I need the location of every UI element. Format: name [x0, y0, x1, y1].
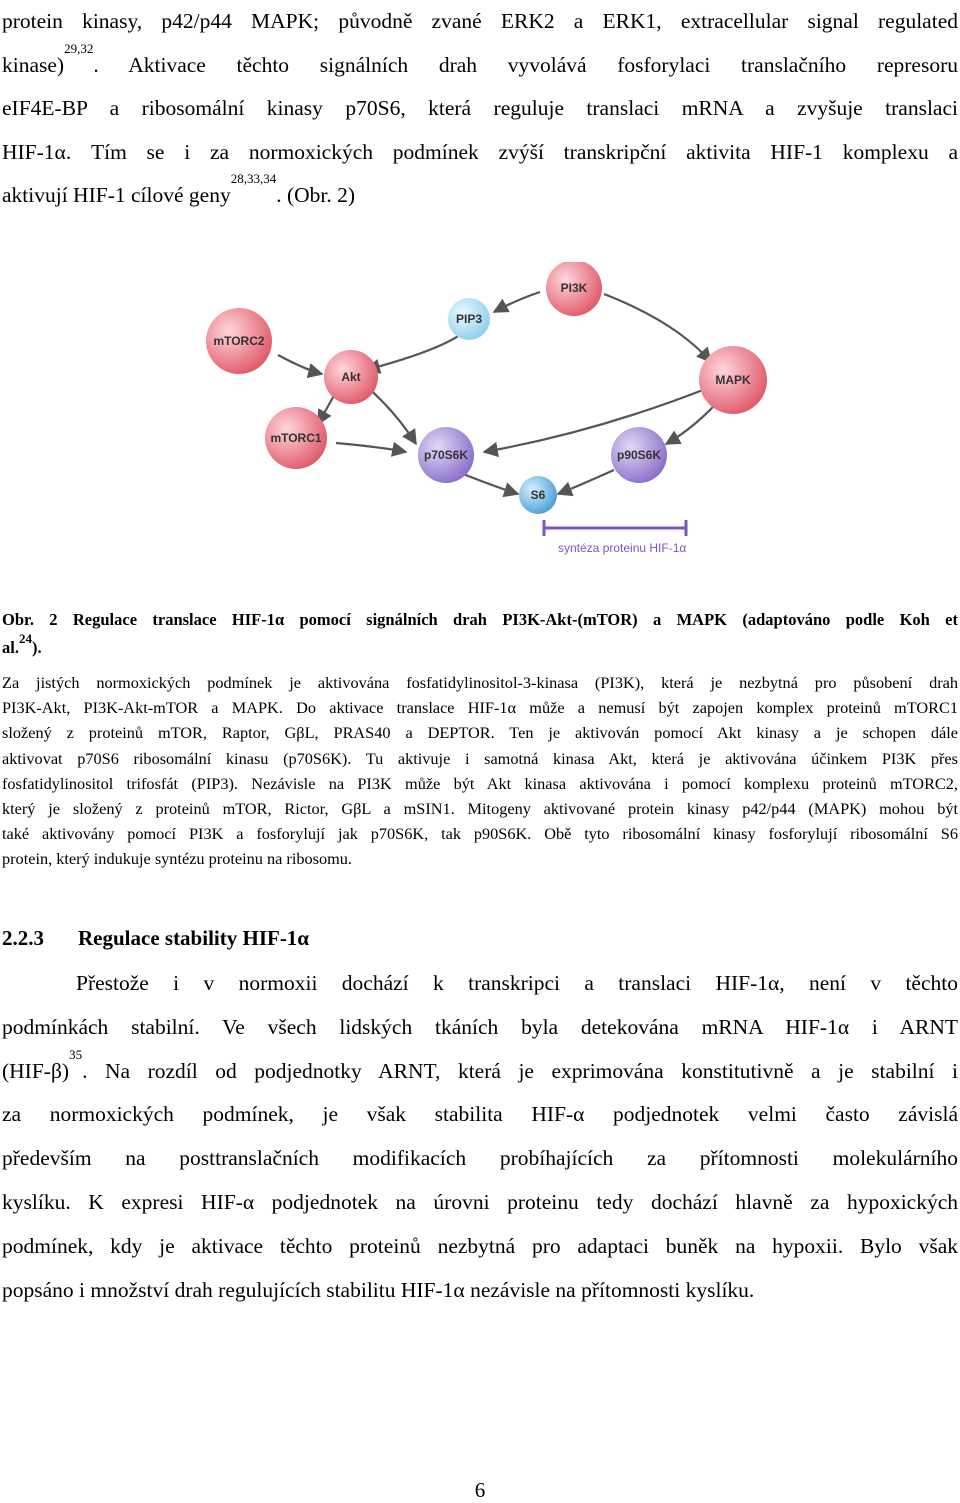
text-span: al.: [2, 638, 19, 657]
svg-text:mTORC1: mTORC1: [270, 431, 322, 445]
text-line: složený z proteinů mTOR, Raptor, GβL, PRAS40 a DEPTOR. Ten je aktivován pomocí Akt kinasy a je schopen dále: [2, 723, 958, 743]
text-line: kyslíku. K expresi HIF-α podjednotek na úrovni proteinu tedy dochází hlavně za hypoxických: [2, 1189, 958, 1214]
citation-superscript: 24: [18, 631, 32, 646]
caption-line: [2, 631, 42, 657]
arrow-p70s6k-s6: [458, 472, 518, 494]
node-pi3k: [546, 262, 602, 316]
body-paragraph: [2, 962, 958, 1312]
arrow-p90s6k-s6: [558, 470, 614, 494]
text-line: fosfatidylinositol trifosfát (PIP3). Nezávisle na PI3K může být Akt kinasa aktivována i pomocí komplexu proteinů mTORC2,: [2, 773, 958, 793]
text-line: aktivovat p70S6 ribosomální kinasu (p70S6K). Tu aktivuje i samotná kinasa Akt, která je aktivována účinkem PI3K přes: [2, 748, 958, 768]
node-mtorc2: [206, 308, 272, 374]
synthesis-bracket: [544, 520, 686, 536]
text-line: popsáno i množství drah regulujících stabilitu HIF-1α nezávisle na přítomnosti kyslíku.: [2, 1277, 755, 1302]
text-line: Přestože i v normoxii dochází k transkripci a translaci HIF-1α, není v těchto: [76, 971, 958, 995]
arrow-akt-p70s6k: [366, 386, 416, 444]
svg-text:S6: S6: [530, 488, 546, 502]
text-span: kinase): [2, 52, 65, 77]
node-akt: [324, 350, 378, 404]
text-line: PI3K-Akt, PI3K-Akt-mTOR a MAPK. Do aktivace translace HIF-1α může a nemusí být zapojen komplex proteinů mTORC1: [2, 698, 958, 718]
arrow-mapk-p70s6k: [484, 388, 708, 452]
svg-text:Akt: Akt: [341, 370, 361, 384]
node-p70s6k: [418, 427, 474, 483]
page-number: 6: [474, 1478, 486, 1502]
text-span: ).: [31, 638, 42, 657]
intro-paragraph: [2, 0, 958, 218]
node-mtorc1: [265, 407, 327, 469]
text-line: také aktivovány pomocí PI3K a fosforylují jak p70S6K, tak p90S6K. Obě tyto ribosomální kinasy fosforylují ribosomální S6: [2, 824, 958, 844]
svg-text:p90S6K: p90S6K: [616, 448, 662, 462]
arrow-pip3-akt: [366, 332, 464, 370]
svg-text:MAPK: MAPK: [715, 373, 751, 387]
arrow-pi3k-mapk: [604, 294, 711, 362]
figure-description-paragraph: [2, 670, 958, 872]
signaling-pathway-diagram: [196, 262, 776, 562]
text-line: především na posttranslačních modifikacích probíhajících za přítomnosti molekulárního: [2, 1146, 958, 1171]
node-s6: [519, 476, 557, 514]
arrow-mtorc1-p70s6k: [336, 443, 406, 452]
text-line: podmínkách stabilní. Ve všech lidských tkáních byla detekována mRNA HIF-1α i ARNT: [2, 1014, 958, 1039]
text-line: protein, který indukuje syntézu proteinu na ribosomu.: [2, 849, 352, 869]
text-line: podmínek, kdy je aktivace těchto proteinů nezbytná pro adaptaci buněk na hypoxii. Bylo však: [2, 1233, 958, 1258]
node-mapk: [699, 346, 767, 414]
svg-text:mTORC2: mTORC2: [213, 334, 265, 348]
svg-text:p70S6K: p70S6K: [423, 448, 469, 462]
arrow-mtorc2-akt: [278, 355, 322, 374]
figure-caption: [2, 606, 958, 662]
text-line: protein kinasy, p42/p44 MAPK; původně zvané ERK2 a ERK1, extracellular signal regulated: [2, 9, 958, 33]
arrow-pi3k-pip3: [494, 292, 540, 312]
caption-line: Obr. 2 Regulace translace HIF-1α pomocí signálních drah PI3K-Akt-(mTOR) a MAPK (adaptováno podle Koh et: [2, 610, 958, 629]
citation-superscript: 28,33,34: [230, 171, 277, 186]
text-line: [2, 40, 958, 88]
text-line: eIF4E-BP a ribosomální kinasy p70S6, která reguluje translaci mRNA a zvyšuje translaci: [2, 96, 958, 120]
text-span: . Na rozdíl od podjednotky ARNT, která je exprimována konstitutivně a je stabilní i: [82, 1058, 958, 1083]
node-pip3: [448, 298, 490, 340]
citation-superscript: 35: [69, 1046, 83, 1062]
text-line: za normoxických podmínek, je však stabilita HIF-α podjednotek velmi často závislá: [2, 1102, 958, 1127]
svg-text:PIP3: PIP3: [455, 312, 483, 326]
text-line: Za jistých normoxických podmínek je aktivována fosfatidylinositol-3-kinasa (PI3K), která je nezbytná pro působení drah: [2, 673, 958, 692]
section-heading: [2, 926, 309, 951]
text-span: (HIF-β): [2, 1058, 70, 1083]
text-line: [2, 171, 958, 218]
svg-text:PI3K: PI3K: [560, 281, 588, 295]
section-number: 2.2.3: [2, 926, 44, 950]
section-title: Regulace stability HIF-1α: [78, 926, 310, 950]
node-p90s6k: [611, 427, 667, 483]
synthesis-label: syntéza proteinu HIF-1α: [558, 541, 687, 555]
text-span: . Aktivace těchto signálních drah vyvolává fosforylaci translačního represoru: [93, 52, 958, 77]
text-line: HIF-1α. Tím se i za normoxických podmínek zvýší transkripční aktivita HIF-1 komplexu a: [2, 139, 958, 164]
text-line: [2, 1046, 958, 1094]
text-span: aktivují HIF-1 cílové geny: [2, 183, 231, 207]
text-line: který je složený z proteinů mTOR, Rictor, GβL a mSIN1. Mitogeny aktivované protein kinasy p42/p44 (MAPK) mohou být: [2, 799, 958, 819]
text-span: . (Obr. 2): [276, 183, 356, 207]
citation-superscript: 29,32: [64, 40, 94, 56]
